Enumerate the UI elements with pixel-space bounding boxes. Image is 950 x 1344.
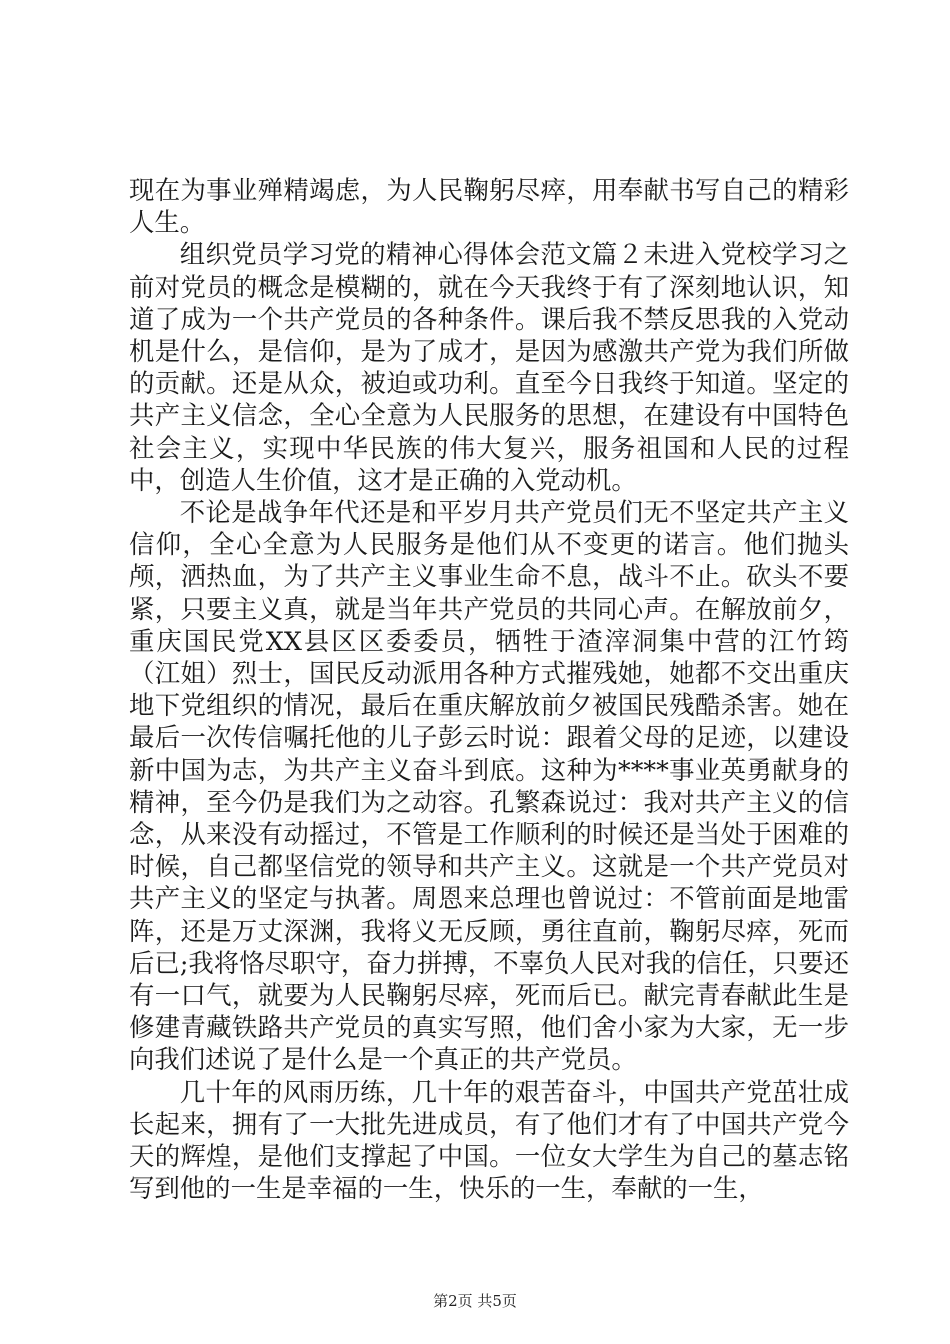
paragraph-historical-examples: 不论是战争年代还是和平岁月共产党员们无不坚定共产主义信仰，全心全意为人民服务是他们从不变更的诺言。他们抛头颅，洒热血，为了共产主义事业生命不息，战斗不止。砍头不要紧，只要主义真，就是当年共产党员的共同心声。在解放前夕，重庆国民党XX县区区委委员，牺牲于渣滓洞集中营的江竹筠（江姐）烈士，国民反动派用各种方式摧残她，她都不交出重庆地下党组织的情况，最后在重庆解放前夕被国民残酷杀害。她在最后一次传信嘱托他的儿子彭云时说：跟着父母的足迹，以建设新中国为志，为共产主义奋斗到底。这种为****事业英勇献身的精神，至今仍是我们为之动容。孔繁森说过：我对共产主义的信念，从来没有动摇过，不管是工作顺利的时候还是当处于困难的时候，自己都坚信党的领导和共产主义。这就是一个共产党员对共产主义的坚定与执著。周恩来总理也曾说过：不管前面是地雷阵，还是万丈深渊，我将义无反顾，勇往直前，鞠躬尽瘁，死而后已;我将恪尽职守，奋力拼搏，不辜负人民对我的信任，只要还有一口气，就要为人民鞠躬尽瘁，死而后已。献完青春献此生是修建青藏铁路共产党员的真实写照，他们舍小家为大家，无一步向我们述说了是什么是一个真正的共产党员。: [129, 497, 849, 1075]
document-body: [129, 174, 849, 1205]
paragraph-decades-struggle: 几十年的风雨历练，几十年的艰苦奋斗，中国共产党茁壮成长起来，拥有了一大批先进成员，有了他们才有了中国共产党今天的辉煌，是他们支撑起了中国。一位女大学生为自己的墓志铭写到他的一生是幸福的一生，快乐的一生，奉献的一生，: [129, 1076, 849, 1204]
page-footer: 第2页 共5页: [433, 1292, 517, 1310]
paragraph-continued: 现在为事业殚精竭虑，为人民鞠躬尽瘁，用奉献书写自己的精彩人生。: [129, 175, 849, 238]
paragraph-essay-intro: 组织党员学习党的精神心得体会范文篇２未进入党校学习之前对党员的概念是模糊的，就在今天我终于有了深刻地认识，知道了成为一个共产党员的各种条件。课后我不禁反思我的入党动机是什么，是信仰，是为了成才，是因为感激共产党为我们所做的贡献。还是从众，被迫或功利。直至今日我终于知道。坚定的共产主义信念，全心全意为人民服务的思想，在建设有中国特色社会主义，实现中华民族的伟大复兴，服务祖国和人民的过程中，创造人生价值，这才是正确的入党动机。: [129, 239, 849, 495]
